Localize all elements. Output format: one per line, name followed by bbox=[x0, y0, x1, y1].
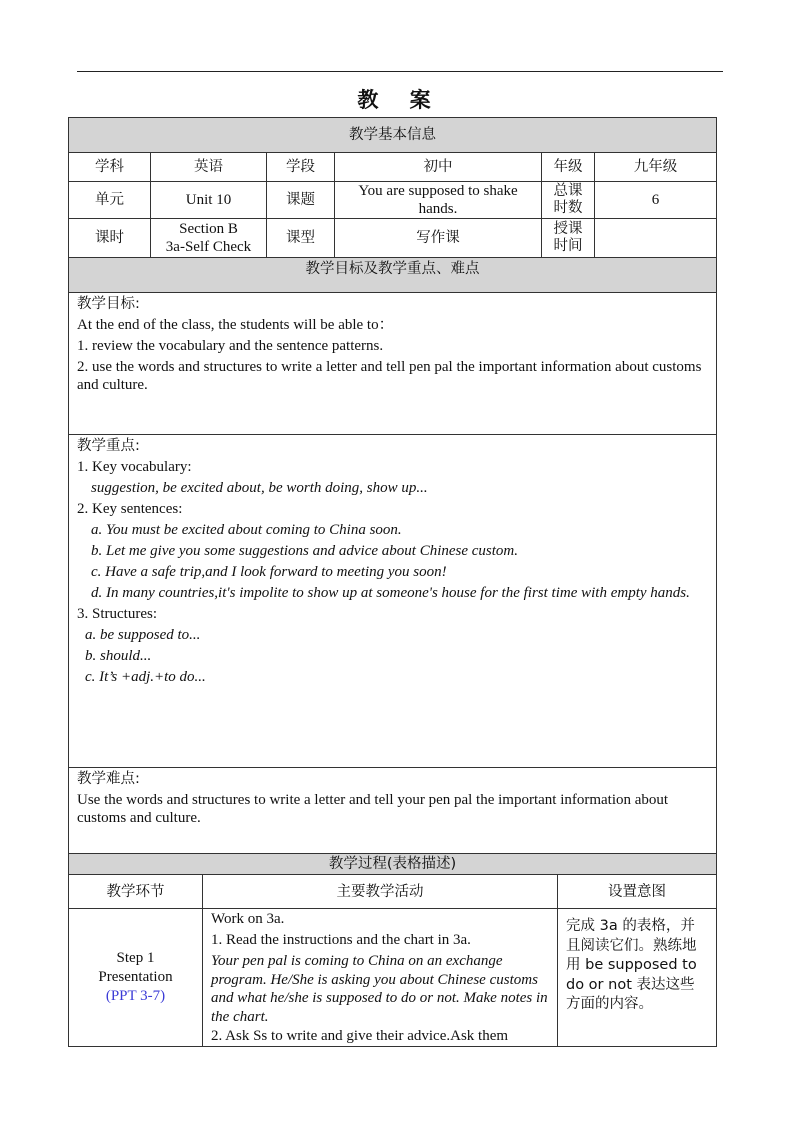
structure-item: a. be supposed to... bbox=[85, 627, 201, 643]
grade-value: 九年级 bbox=[594, 152, 717, 182]
period-label: 课时 bbox=[68, 218, 151, 258]
grade-label: 年级 bbox=[541, 152, 595, 182]
teaching-time-value bbox=[594, 218, 717, 258]
activity-line: 1. Read the instructions and the chart in 3a. bbox=[211, 932, 471, 948]
activities-cell bbox=[202, 908, 558, 1047]
teaching-goals-cell bbox=[68, 292, 717, 435]
lesson-plan-table bbox=[68, 117, 717, 1047]
teaching-time-label bbox=[541, 218, 595, 258]
unit-value: Unit 10 bbox=[150, 181, 267, 219]
key-sentences-heading: 2. Key sentences: bbox=[77, 501, 183, 517]
column-header-activities: 主要教学活动 bbox=[202, 874, 558, 909]
key-vocabulary-heading: 1. Key vocabulary: bbox=[77, 459, 192, 475]
period-value bbox=[150, 218, 267, 258]
column-header-stage: 教学环节 bbox=[68, 874, 203, 909]
topic-label: 课题 bbox=[266, 181, 335, 219]
step-ppt-ref: (PPT 3-7) bbox=[105, 988, 166, 1004]
key-sentence: d. In many countries,it's impolite to show up at someone's house for the first time with empty hands. bbox=[91, 585, 690, 601]
column-header-intent: 设置意图 bbox=[557, 874, 717, 909]
header-rule bbox=[77, 71, 723, 72]
key-sentence: c. Have a safe trip,and I look forward to meeting you soon! bbox=[91, 564, 447, 580]
stage-label: 学段 bbox=[266, 152, 335, 182]
process-header: 教学过程(表格描述) bbox=[68, 853, 717, 875]
key-points-cell bbox=[68, 434, 717, 768]
difficulties-text: Use the words and structures to write a letter and tell your pen pal the important information about customs and culture. bbox=[77, 792, 669, 826]
teaching-time-label-line1: 授课 bbox=[553, 221, 583, 237]
key-vocabulary-list: suggestion, be excited about, be worth doing, show up... bbox=[91, 480, 428, 496]
structure-item: c. It’s +adj.+to do... bbox=[85, 669, 206, 685]
lesson-type-value: 写作课 bbox=[334, 218, 542, 258]
unit-label: 单元 bbox=[68, 181, 151, 219]
objectives-header: 教学目标及教学重点、难点 bbox=[68, 257, 717, 293]
period-value-line2: 3a-Self Check bbox=[165, 239, 252, 255]
step-name: Step 1 bbox=[116, 950, 155, 966]
total-lessons-label bbox=[541, 181, 595, 219]
subject-label: 学科 bbox=[68, 152, 151, 182]
teaching-goals-line: At the end of the class, the students will be able to： bbox=[77, 317, 394, 333]
teaching-goals-line: 2. use the words and structures to write a letter and tell pen pal the important information about customs and culture. bbox=[77, 359, 702, 393]
activity-line: 2. Ask Ss to write and give their advice.Ask them bbox=[211, 1028, 509, 1044]
total-lessons-label-line1: 总课 bbox=[553, 183, 583, 199]
teaching-time-label-line2: 时间 bbox=[553, 238, 583, 254]
activity-instructions: Your pen pal is coming to China on an exchange program. He/She is asking you about Chinese customs and what he/she is supposed to do or not. Make notes in the chart. bbox=[211, 953, 548, 1025]
total-lessons-label-line2: 时数 bbox=[553, 200, 583, 216]
stage-value: 初中 bbox=[334, 152, 542, 182]
document-title: 教 案 bbox=[357, 88, 443, 112]
period-value-line1: Section B bbox=[179, 221, 238, 237]
difficulties-cell bbox=[68, 767, 717, 854]
lesson-type-label: 课型 bbox=[266, 218, 335, 258]
key-points-label: 教学重点: bbox=[77, 438, 140, 454]
total-lessons-value: 6 bbox=[594, 181, 717, 219]
intent-cell: 完成 3a 的表格，并且阅读它们。熟练地用 be supposed to do or not 表达这些方面的内容。 bbox=[557, 908, 717, 1047]
topic-value-line2: hands. bbox=[418, 201, 458, 217]
key-sentence: a. You must be excited about coming to China soon. bbox=[91, 522, 402, 538]
difficulties-label: 教学难点: bbox=[77, 771, 140, 787]
key-sentence: b. Let me give you some suggestions and advice about Chinese custom. bbox=[91, 543, 519, 559]
activity-line: Work on 3a. bbox=[211, 911, 285, 927]
teaching-goals-line: 1. review the vocabulary and the sentence patterns. bbox=[77, 338, 384, 354]
teaching-goals-label: 教学目标: bbox=[77, 296, 140, 312]
structure-item: b. should... bbox=[85, 648, 152, 664]
basic-info-header: 教学基本信息 bbox=[68, 117, 717, 153]
topic-value-line1: You are supposed to shake bbox=[358, 183, 518, 199]
topic-value bbox=[334, 181, 542, 219]
subject-value: 英语 bbox=[150, 152, 267, 182]
step-stage: Presentation bbox=[98, 969, 173, 985]
structures-heading: 3. Structures: bbox=[77, 606, 157, 622]
step-cell bbox=[68, 908, 203, 1047]
